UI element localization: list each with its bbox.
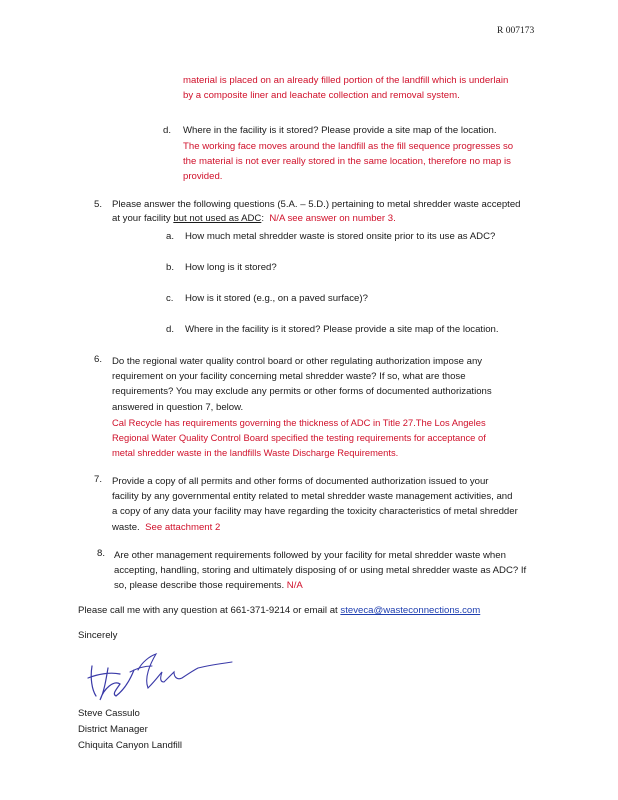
text-line bbox=[114, 578, 526, 593]
item4-d-label: d. bbox=[163, 125, 172, 136]
item5-sub-a-label: a. bbox=[166, 231, 175, 242]
text-line: Are other management requirements followed by your facility for metal shredder waste when bbox=[114, 550, 506, 561]
contact-line bbox=[78, 605, 480, 616]
item5-sub-b-text: How long is it stored? bbox=[185, 262, 277, 273]
signer-organization: Chiquita Canyon Landfill bbox=[78, 740, 182, 751]
text-line: The working face moves around the landfill as the fill sequence progresses so bbox=[183, 141, 514, 152]
text-line: Provide a copy of all permits and other forms of documented authorization issued to your bbox=[112, 476, 489, 487]
signature bbox=[86, 644, 236, 704]
item5-sub-c-text: How is it stored (e.g., on a paved surface)? bbox=[185, 293, 368, 304]
item7-number: 7. bbox=[94, 474, 103, 485]
item5-number: 5. bbox=[94, 199, 103, 210]
item6-answer bbox=[112, 415, 486, 461]
item8-number: 8. bbox=[97, 548, 106, 559]
text-line: Do the regional water quality control board or other regulating authorization impose any bbox=[112, 356, 483, 367]
text-line: material is placed on an already filled portion of the landfill which is underlain bbox=[183, 75, 509, 86]
signature-block bbox=[78, 706, 182, 754]
item4-answer-continuation bbox=[183, 73, 508, 103]
text-line: by a composite liner and leachate collection and removal system. bbox=[183, 90, 460, 102]
text-line: provided. bbox=[183, 171, 223, 183]
text-line: facility by any governmental entity related to metal shredder waste management activities, and bbox=[112, 491, 513, 503]
item7-answer: See attachment 2 bbox=[145, 521, 221, 533]
text-line: Regional Water Quality Control Board specified the testing requirements for acceptance of bbox=[112, 432, 486, 444]
text-line: metal shredder waste in the landfills Waste Discharge Requirements. bbox=[112, 447, 399, 459]
item7-last-line: waste. bbox=[112, 521, 140, 533]
text-line: a copy of any data your facility may have regarding the toxicity characteristics of metal shredder bbox=[112, 506, 518, 518]
item5-line2-suffix: : bbox=[261, 213, 264, 224]
item5-line2-prefix: at your facility bbox=[112, 213, 174, 224]
text-line: requirement on your facility concerning metal shredder waste? If so, what are those bbox=[112, 371, 466, 383]
item5-sub-c-label: c. bbox=[166, 293, 174, 304]
text-line bbox=[112, 520, 518, 535]
bates-number: R 007173 bbox=[497, 26, 535, 36]
text-line: requirements? You may exclude any permits or other forms of documented authorizations bbox=[112, 386, 492, 398]
item5-answer: N/A see answer on number 3. bbox=[269, 213, 396, 224]
item5-sub-a-text: How much metal shredder waste is stored onsite prior to its use as ADC? bbox=[185, 231, 496, 242]
item8-last-line: so, please describe those requirements. bbox=[114, 580, 285, 592]
item5-sub-d-text: Where in the facility is it stored? Please provide a site map of the location. bbox=[185, 324, 499, 335]
item7-question bbox=[112, 474, 518, 535]
text-line: Cal Recycle has requirements governing the thickness of ADC in Title 27.The Los Angeles bbox=[112, 417, 486, 428]
item5-sub-d-label: d. bbox=[166, 324, 175, 335]
text-line: answered in question 7, below. bbox=[112, 401, 244, 413]
email-link[interactable]: steveca@wasteconnections.com bbox=[340, 605, 481, 616]
item4-d-question: Where in the facility is it stored? Please provide a site map of the location. bbox=[183, 125, 497, 136]
signer-title: District Manager bbox=[78, 724, 148, 735]
item4-d-answer bbox=[183, 139, 513, 185]
item5-underlined-phrase: but not used as ADC bbox=[173, 213, 262, 224]
item6-number: 6. bbox=[94, 354, 103, 365]
contact-text: Please call me with any question at 661-371-9214 or email at bbox=[78, 605, 341, 616]
item8-answer: N/A bbox=[286, 580, 303, 592]
text-line: the material is not ever really stored in the same location, therefore no map is bbox=[183, 156, 511, 168]
sincerely: Sincerely bbox=[78, 630, 118, 641]
text-line: accepting, handling, storing and ultimately disposing of or using metal shredder waste as ADC? If bbox=[114, 565, 527, 577]
signer-name: Steve Cassulo bbox=[78, 708, 140, 719]
item8-question bbox=[114, 548, 526, 594]
item6-question bbox=[112, 354, 492, 415]
item5-sub-b-label: b. bbox=[166, 262, 175, 273]
item5-line2 bbox=[112, 213, 396, 224]
item5-line1: Please answer the following questions (5.A. – 5.D.) pertaining to metal shredder waste accepted bbox=[112, 199, 521, 210]
